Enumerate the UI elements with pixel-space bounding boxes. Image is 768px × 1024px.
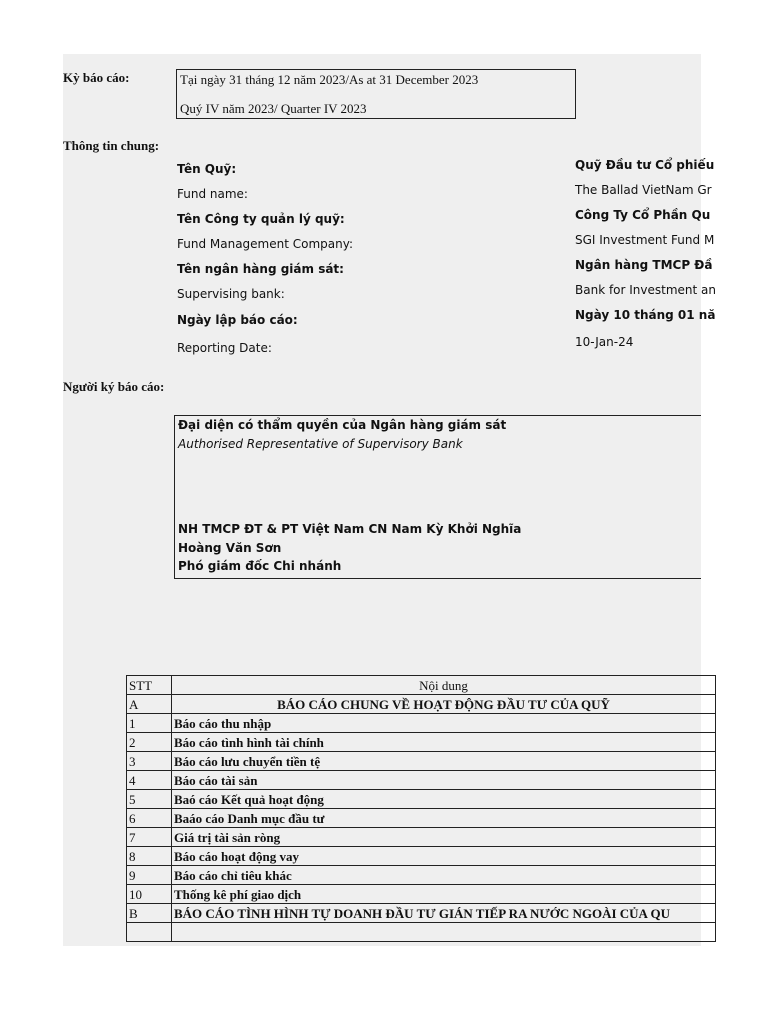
reporting-date-en-key: Reporting Date: (177, 341, 272, 355)
signer-position: Phó giám đốc Chi nhánh (178, 559, 342, 573)
row-content: Báo cáo lưu chuyển tiền tệ (172, 752, 716, 771)
row-number: 6 (127, 809, 172, 828)
period-box (176, 69, 576, 119)
row-content: Báo cáo hoạt động vay (172, 847, 716, 866)
row-content: Báo cáo chỉ tiêu khác (172, 866, 716, 885)
row-content: Báo cáo thu nhập (172, 714, 716, 733)
period-line-2: Quý IV năm 2023/ Quarter IV 2023 (180, 101, 367, 116)
supervising-bank-en-key: Supervising bank: (177, 287, 285, 301)
row-number (127, 923, 172, 942)
table-row (127, 885, 716, 904)
row-number: 7 (127, 828, 172, 847)
report-sheet (63, 54, 717, 946)
header-content: Nội dung (172, 676, 716, 695)
signer-box (174, 415, 701, 579)
row-number: 8 (127, 847, 172, 866)
row-content: Giá trị tài sản ròng (172, 828, 716, 847)
row-number: 9 (127, 866, 172, 885)
table-row (127, 733, 716, 752)
general-info-label: Thông tin chung: (63, 138, 160, 153)
fund-name-vi-value: Quỹ Đầu tư Cổ phiếu (575, 158, 715, 172)
reporting-date-vi-key: Ngày lập báo cáo: (177, 313, 298, 327)
table-row (127, 809, 716, 828)
fund-name-en-key: Fund name: (177, 187, 248, 201)
supervising-bank-vi-key: Tên ngân hàng giám sát: (177, 262, 344, 276)
fund-company-vi-value: Công Ty Cổ Phần Qu (575, 208, 711, 222)
row-content: Baáo cáo Danh mục đầu tư (172, 809, 716, 828)
row-content (172, 923, 716, 942)
signer-name: Hoàng Văn Sơn (178, 541, 282, 555)
table-row (127, 695, 716, 714)
row-number: 2 (127, 733, 172, 752)
fund-company-en-key: Fund Management Company: (177, 237, 354, 251)
row-content: Báo cáo tình hình tài chính (172, 733, 716, 752)
period-line-1: Tại ngày 31 tháng 12 năm 2023/As at 31 December 2023 (180, 72, 479, 87)
row-number: 3 (127, 752, 172, 771)
row-content: BÁO CÁO CHUNG VỀ HOẠT ĐỘNG ĐẦU TƯ CỦA QUỸ (172, 695, 716, 714)
row-number: 1 (127, 714, 172, 733)
row-number: A (127, 695, 172, 714)
table-row (127, 904, 716, 923)
table-row (127, 923, 716, 942)
table-row (127, 771, 716, 790)
signer-title: Đại diện có thẩm quyền của Ngân hàng giám sát (178, 418, 507, 432)
table-row (127, 866, 716, 885)
signer-organization: NH TMCP ĐT & PT Việt Nam CN Nam Kỳ Khởi Nghĩa (178, 522, 522, 536)
signer-title-en: Authorised Representative of Supervisory Bank (178, 437, 463, 451)
row-content: BÁO CÁO TÌNH HÌNH TỰ DOANH ĐẦU TƯ GIÁN TIẾP RA NƯỚC NGOÀI CỦA QU (172, 904, 716, 923)
fund-company-en-value: SGI Investment Fund M (575, 233, 715, 247)
reporting-date-vi-value: Ngày 10 tháng 01 nă (575, 308, 716, 322)
row-number: B (127, 904, 172, 923)
row-number: 4 (127, 771, 172, 790)
row-number: 5 (127, 790, 172, 809)
fund-company-vi-key: Tên Công ty quản lý quỹ: (177, 212, 345, 226)
supervising-bank-en-value: Bank for Investment an (575, 283, 717, 297)
table-header-row (127, 676, 716, 695)
row-content: Báo cáo tài sản (172, 771, 716, 790)
table-row (127, 714, 716, 733)
header-stt: STT (127, 676, 172, 695)
row-content: Baó cáo Kết quả hoạt động (172, 790, 716, 809)
table-row (127, 847, 716, 866)
table-row (127, 828, 716, 847)
row-number: 10 (127, 885, 172, 904)
table-row (127, 752, 716, 771)
table-row (127, 790, 716, 809)
contents-table (126, 675, 716, 942)
row-content: Thống kê phí giao dịch (172, 885, 716, 904)
fund-name-vi-key: Tên Quỹ: (177, 162, 237, 176)
reporting-date-en-value: 10-Jan-24 (575, 335, 634, 349)
supervising-bank-vi-value: Ngân hàng TMCP Đầ (575, 258, 713, 272)
fund-name-en-value: The Ballad VietNam Gr (575, 183, 712, 197)
period-label: Kỳ báo cáo: (63, 70, 130, 85)
signer-label: Người ký báo cáo: (63, 379, 165, 394)
